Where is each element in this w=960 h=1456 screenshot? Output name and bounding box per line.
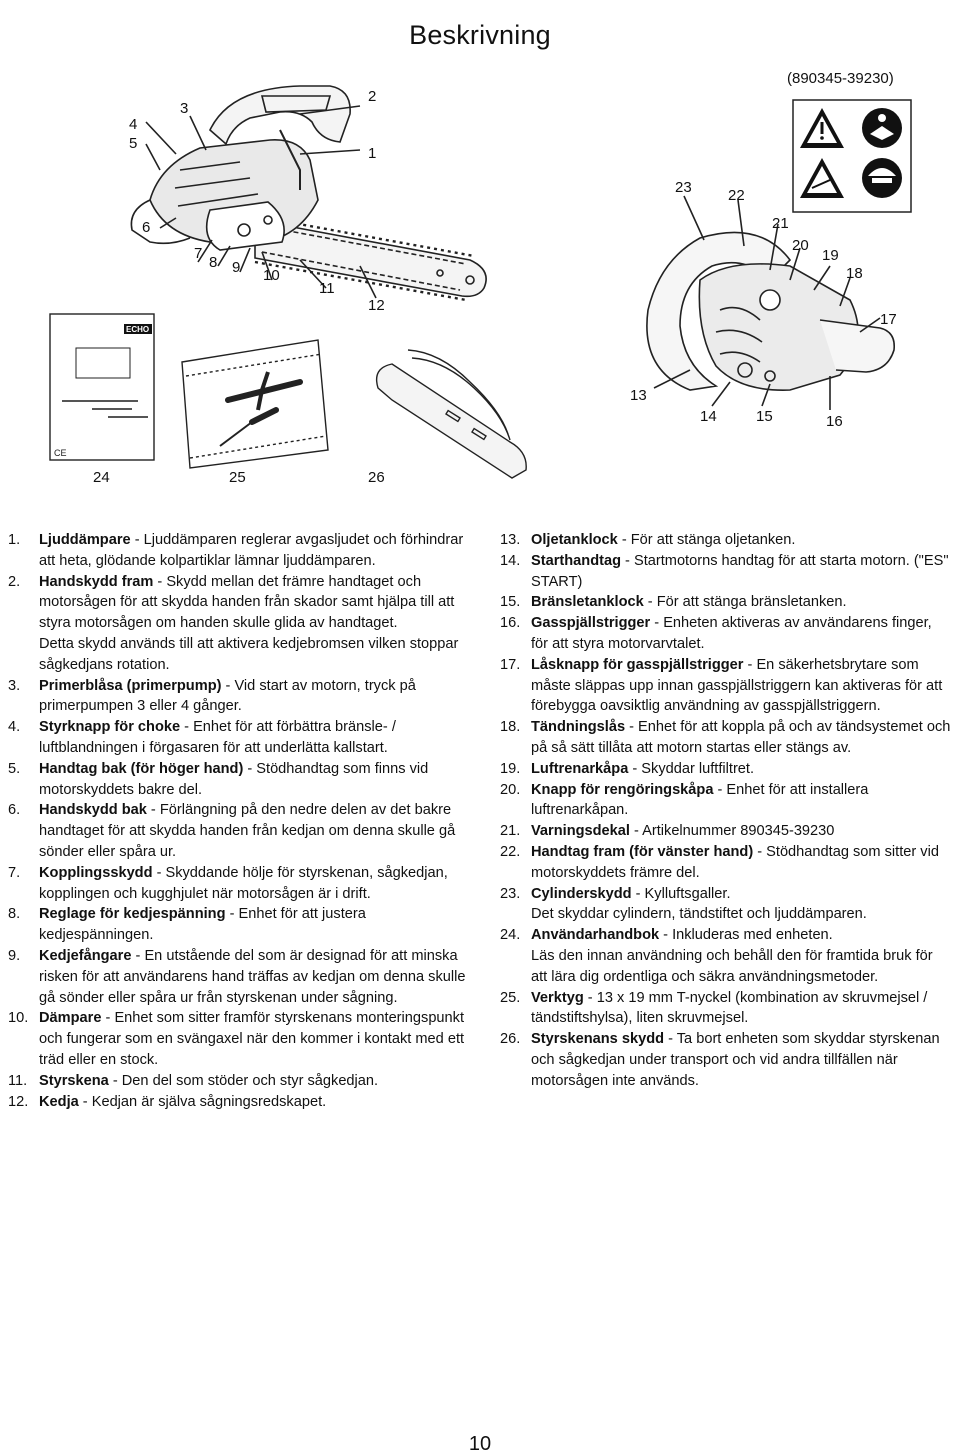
item-term: Verktyg (531, 989, 584, 1006)
item-body (39, 946, 470, 1008)
item-number: 6. (8, 802, 21, 819)
item-body (39, 759, 470, 801)
item-term: Användarhandbok (531, 927, 660, 944)
item-description: - Stödhandtag som finns vid motorskyddets bakre del. (39, 760, 429, 798)
item-description: - Skydd mellan det främre handtaget och motorsågen för att skydda handen från skador samt hjälpa till att styra motorsågen om handen skulle glida av handtaget. (39, 573, 455, 632)
item-term: Handskydd bak (39, 802, 147, 819)
item-description: - Ta bort enheten som skyddar styrskenan och sågkedjan under transport och vid andra tillfällen när motorsågen inte används. (531, 1031, 940, 1089)
item-description: - Enhet för att installera luftrenarkåpan. (531, 781, 869, 819)
item-note: Detta skydd används till att aktivera kedjebromsen vilken stoppar sågkedjans rotation. (39, 635, 459, 673)
description-item (500, 925, 952, 987)
callout-24: 24 (93, 469, 110, 486)
description-item (8, 1071, 470, 1092)
item-body (531, 925, 952, 987)
callout-9: 9 (232, 259, 241, 276)
item-term: Handtag fram (för vänster hand) (531, 843, 754, 860)
item-description: - Skyddar luftfiltret. (628, 760, 755, 777)
description-item (8, 717, 470, 759)
item-term: Kopplingsskydd (39, 864, 153, 881)
item-description: - Kylluftsgaller. (631, 885, 731, 902)
callout-26: 26 (368, 469, 385, 486)
item-number: 1. (8, 532, 21, 548)
description-item (500, 530, 952, 551)
item-description: - 13 x 19 mm T-nyckel (kombination av skruvmejsel / tändstiftshylsa), liten skruvmejsel. (531, 989, 928, 1027)
item-number: 8. (8, 906, 21, 923)
item-term: Varningsdekal (531, 823, 630, 840)
item-number: 4. (8, 719, 21, 736)
item-body (531, 1029, 952, 1091)
item-term: Bränsletanklock (531, 594, 644, 611)
item-description: - För att stänga bränsletanken. (643, 594, 847, 611)
item-body (39, 530, 470, 572)
decal-part-code: (890345-39230) (787, 70, 894, 87)
callout-14: 14 (700, 408, 717, 425)
svg-text:CE: CE (54, 448, 67, 458)
item-number: 15. (500, 594, 521, 611)
item-body (531, 821, 952, 842)
parts-figure (0, 70, 960, 500)
item-body (531, 551, 952, 593)
item-number: 10. (8, 1010, 29, 1027)
description-item (8, 863, 470, 905)
description-item (500, 551, 952, 593)
description-item (500, 780, 952, 822)
callout-7: 7 (194, 245, 203, 262)
description-item (8, 530, 470, 572)
callout-13: 13 (630, 387, 647, 404)
item-body (39, 717, 470, 759)
item-body (531, 613, 952, 655)
item-term: Handtag bak (för höger hand) (39, 760, 244, 777)
callout-20: 20 (792, 237, 809, 254)
tools-package-icon (182, 340, 328, 468)
item-number: 22. (500, 843, 521, 860)
callout-16: 16 (826, 413, 843, 430)
item-description: - Enheten aktiveras av användarens finger, för att styra motorvarvtalet. (531, 615, 932, 652)
page-title: Beskrivning (409, 20, 551, 50)
callout-1: 1 (368, 145, 377, 162)
callout-15: 15 (756, 408, 773, 425)
item-number: 26. (500, 1031, 521, 1048)
description-item (8, 946, 470, 1008)
item-note: Läs den innan användning och behåll den för framtida bruk för att lära dig ordentliga och säkra användningsmetoder. (531, 947, 933, 985)
callout-19: 19 (822, 247, 839, 264)
callout-6: 6 (142, 219, 151, 236)
callout-25: 25 (229, 469, 246, 486)
callout-18: 18 (846, 265, 863, 282)
item-description: - Enhet för att justera kedjespänningen. (39, 906, 366, 944)
item-body (531, 884, 952, 926)
item-number: 7. (8, 864, 21, 881)
item-description: - Artikelnummer 890345-39230 (629, 823, 835, 840)
item-body (531, 655, 952, 717)
item-number: 18. (500, 719, 521, 736)
item-body (531, 780, 952, 822)
item-description: - Kedjan är själva sågningsredskapet. (78, 1093, 327, 1110)
item-description: - Enhet för att koppla på och av tändsystemet och på så sätt tillåta att motorn startas eller stängs av. (531, 719, 951, 756)
item-description: - Enhet som sitter framför styrskenans monteringspunkt och fungerar som en svängaxel när den kommer i kontakt med ett träd eller en stock. (39, 1010, 465, 1068)
callout-12: 12 (368, 297, 385, 314)
item-description: - En säkerhetsbrytare som måste släppas upp innan gasspjällstriggern kan aktiveras för att förebygga oavsiktlig användning av gasspjällstriggern. (531, 656, 943, 715)
callout-5: 5 (129, 135, 138, 152)
item-body (39, 863, 470, 905)
item-description: - Den del som stöder och styr sågkedjan. (108, 1072, 379, 1089)
description-item (8, 759, 470, 801)
item-description: - För att stänga oljetanken. (617, 532, 796, 548)
page-number: 10 (468, 1433, 492, 1455)
item-number: 13. (500, 532, 521, 548)
item-body (531, 592, 952, 613)
description-item (500, 613, 952, 655)
callout-4: 4 (129, 116, 138, 133)
item-body (39, 1008, 470, 1070)
item-body (531, 842, 952, 884)
item-number: 17. (500, 656, 521, 673)
item-description: - Enhet för att förbättra bränsle- / luftblandningen i förgasaren för att underlätta kallstart. (39, 719, 396, 756)
item-number: 21. (500, 823, 521, 840)
item-body (39, 676, 470, 718)
description-item (500, 988, 952, 1030)
description-item (8, 572, 470, 676)
item-description: - Skyddande hölje för styrskenan, sågkedjan, kopplingen och kugghjulet när motorsågen är i drift. (39, 864, 448, 902)
description-item (500, 842, 952, 884)
item-term: Starthandtag (531, 552, 621, 569)
description-item (8, 800, 470, 862)
item-term: Luftrenarkåpa (531, 760, 629, 777)
warning-decal-icon (793, 100, 911, 212)
description-item (8, 676, 470, 718)
item-term: Cylinderskydd (531, 885, 632, 902)
item-term: Låsknapp för gasspjällstrigger (531, 656, 744, 673)
item-body (531, 717, 952, 759)
item-body (39, 1071, 470, 1092)
item-term: Gasspjällstrigger (531, 615, 651, 632)
item-number: 20. (500, 781, 521, 798)
chainsaw-right-view-icon (647, 196, 894, 410)
description-item (500, 821, 952, 842)
item-note: Det skyddar cylindern, tändstiftet och ljuddämparen. (531, 906, 867, 923)
chainsaw-left-view-icon (131, 86, 486, 300)
item-body (531, 759, 952, 780)
bar-cover-icon (377, 350, 527, 478)
callout-10: 10 (263, 267, 280, 284)
brand-logo: ECHO (126, 325, 150, 334)
item-number: 14. (500, 552, 521, 569)
item-body (39, 904, 470, 946)
description-item (500, 592, 952, 613)
item-number: 11. (8, 1072, 28, 1089)
description-item (8, 1008, 470, 1070)
item-number: 3. (8, 677, 21, 694)
item-number: 19. (500, 760, 521, 777)
item-body (39, 800, 470, 862)
description-item (8, 904, 470, 946)
item-number: 24. (500, 927, 521, 944)
item-description: - Förlängning på den nedre delen av det bakre handtaget för att skydda handen från kedjan om denna skulle gå sönder eller spåra ur. (39, 802, 456, 860)
item-number: 12. (8, 1093, 29, 1110)
callout-2: 2 (368, 88, 377, 105)
item-term: Styrskenans skydd (531, 1031, 665, 1048)
item-description: - Inkluderas med enheten. (659, 927, 833, 944)
description-item (500, 655, 952, 717)
item-number: 25. (500, 989, 521, 1006)
operators-manual-icon (50, 314, 154, 460)
description-item (500, 1029, 952, 1091)
item-number: 16. (500, 615, 521, 632)
item-number: 2. (8, 573, 21, 590)
item-term: Primerblåsa (primerpump) (39, 677, 222, 694)
item-term: Kedja (39, 1093, 79, 1110)
item-term: Ljuddämpare (39, 532, 131, 548)
item-body (531, 988, 952, 1030)
callout-21: 21 (772, 215, 789, 232)
callout-11: 11 (319, 280, 335, 297)
item-description: - Stödhandtag som sitter vid motorskyddets främre del. (531, 843, 939, 881)
item-body (531, 530, 952, 551)
item-body (39, 1092, 470, 1113)
item-description: - Startmotorns handtag för att starta motorn. ("ES" START) (531, 552, 949, 590)
callout-17: 17 (880, 311, 897, 328)
item-term: Handskydd fram (39, 573, 154, 590)
callout-3: 3 (180, 100, 189, 117)
item-body (39, 572, 470, 676)
item-description: - Ljuddämparen reglerar avgasljudet och förhindrar att heta, glödande kolpartiklar lämnar ljuddämparen. (39, 532, 464, 569)
item-number: 23. (500, 885, 521, 902)
callout-22: 22 (728, 187, 745, 204)
description-item (8, 1092, 470, 1113)
item-term: Kedjefångare (39, 947, 132, 964)
item-term: Knapp för rengöringskåpa (531, 781, 714, 798)
callout-23: 23 (675, 179, 692, 196)
description-item (500, 717, 952, 759)
item-number: 5. (8, 760, 21, 777)
item-description: - Vid start av motorn, tryck på primerpumpen 3 eller 4 gånger. (39, 677, 416, 715)
description-list-right (500, 530, 952, 1092)
description-list-left (8, 530, 470, 1112)
item-number: 9. (8, 947, 21, 964)
callout-8: 8 (209, 254, 218, 271)
item-term: Styrskena (39, 1072, 109, 1089)
item-term: Tändningslås (531, 719, 626, 736)
description-item (500, 759, 952, 780)
item-term: Styrknapp för choke (39, 719, 181, 736)
item-term: Dämpare (39, 1010, 102, 1027)
item-term: Oljetanklock (531, 532, 618, 548)
item-term: Reglage för kedjespänning (39, 906, 226, 923)
item-description: - En utstående del som är designad för att minska risken för att användarens hand träffas av kedjan om denna skulle gå sönder eller spåra ur från styrskenan under sågning. (39, 947, 466, 1006)
description-item (500, 884, 952, 926)
